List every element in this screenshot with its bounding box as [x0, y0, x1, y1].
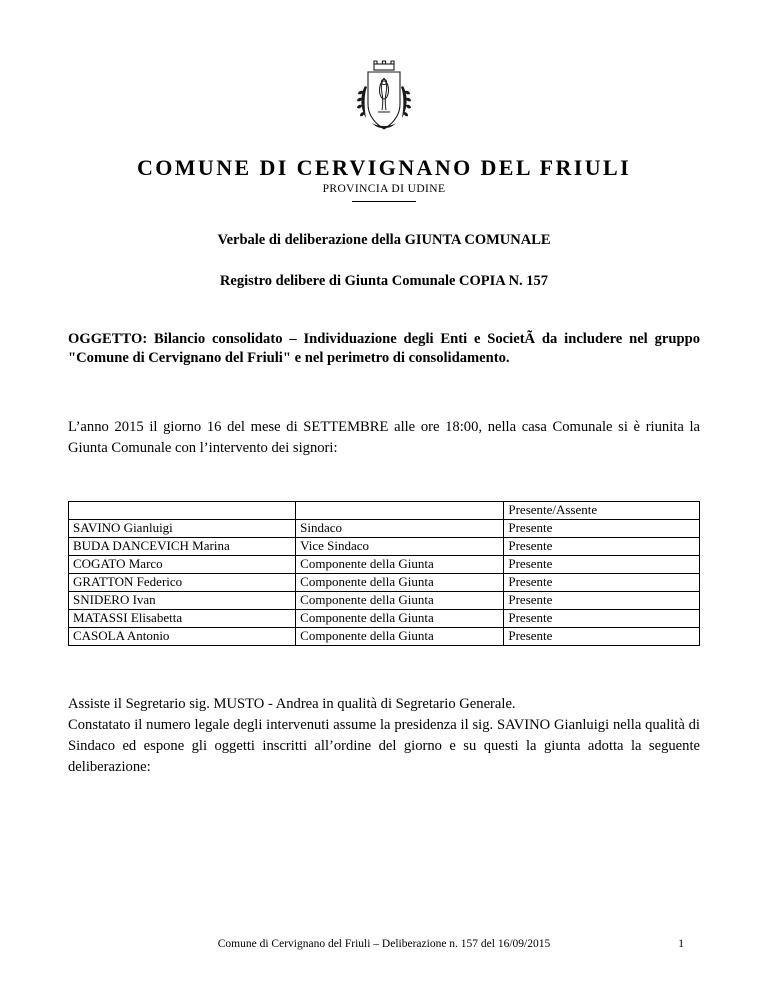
member-role: Componente della Giunta [296, 555, 504, 573]
member-status: Presente [504, 519, 700, 537]
assiste-line-1: Assiste il Segretario sig. MUSTO - Andrea in qualità di Segretario Generale. [68, 695, 516, 712]
member-status: Presente [504, 537, 700, 555]
table-header-cell-name [69, 501, 296, 519]
member-name: SNIDERO Ivan [69, 591, 296, 609]
table-header-cell-status: Presente/Assente [504, 501, 700, 519]
member-name: MATASSI Elisabetta [69, 609, 296, 627]
page-title: COMUNE DI CERVIGNANO DEL FRIULI [136, 155, 632, 180]
member-status: Presente [504, 627, 700, 645]
page-footer [68, 938, 700, 950]
footer-page-number: 1 [678, 938, 684, 950]
coat-of-arms-icon [68, 60, 700, 141]
member-name: SAVINO Gianluigi [69, 519, 296, 537]
member-name: COGATO Marco [69, 555, 296, 573]
member-status: Presente [504, 573, 700, 591]
attendance-table-body [69, 501, 700, 645]
member-role: Componente della Giunta [296, 609, 504, 627]
registro-heading: Registro delibere di Giunta Comunale COPIA N. 157 [219, 273, 549, 289]
member-name: BUDA DANCEVICH Marina [69, 537, 296, 555]
table-row [69, 609, 700, 627]
verbale-heading: Verbale di deliberazione della GIUNTA COMUNALE [217, 232, 551, 248]
member-status: Presente [504, 555, 700, 573]
member-name: CASOLA Antonio [69, 627, 296, 645]
footer-text: Comune di Cervignano del Friuli – Deliberazione n. 157 del 16/09/2015 [217, 938, 551, 950]
member-role: Componente della Giunta [296, 591, 504, 609]
table-header-row [69, 501, 700, 519]
member-name: GRATTON Federico [69, 573, 296, 591]
title-divider [352, 201, 416, 202]
oggetto-block [68, 330, 700, 369]
table-row [69, 555, 700, 573]
member-role: Sindaco [296, 519, 504, 537]
intro-paragraph: L’anno 2015 il giorno 16 del mese di SETTEMBRE alle ore 18:00, nella casa Comunale si è riunita la Giunta Comunale con l’intervento dei signori: [68, 418, 700, 456]
member-status: Presente [504, 609, 700, 627]
attendance-table [68, 501, 700, 646]
table-header-cell-role [296, 501, 504, 519]
table-row [69, 537, 700, 555]
table-row [69, 591, 700, 609]
table-row [69, 627, 700, 645]
table-row [69, 519, 700, 537]
member-role: Componente della Giunta [296, 627, 504, 645]
oggetto-label: OGGETTO: [68, 331, 148, 347]
assiste-line-2: Constatato il numero legale degli intervenuti assume la presidenza il sig. SAVINO Gianluigi nella qualità di Sindaco ed espone gli oggetti inscritti all’ordine del giorno e su questi la giunta adotta la seguente deliberazione: [68, 716, 700, 776]
oggetto-text: Bilancio consolidato – Individuazione degli Enti e SocietÃ da includere nel gruppo "Comune di Cervignano del Friuli" e nel perimetro di consolidamento. [68, 331, 700, 367]
province-subtitle: PROVINCIA DI UDINE [322, 183, 446, 195]
member-status: Presente [504, 591, 700, 609]
table-row [69, 573, 700, 591]
member-role: Componente della Giunta [296, 573, 504, 591]
assiste-block [68, 694, 700, 779]
member-role: Vice Sindaco [296, 537, 504, 555]
